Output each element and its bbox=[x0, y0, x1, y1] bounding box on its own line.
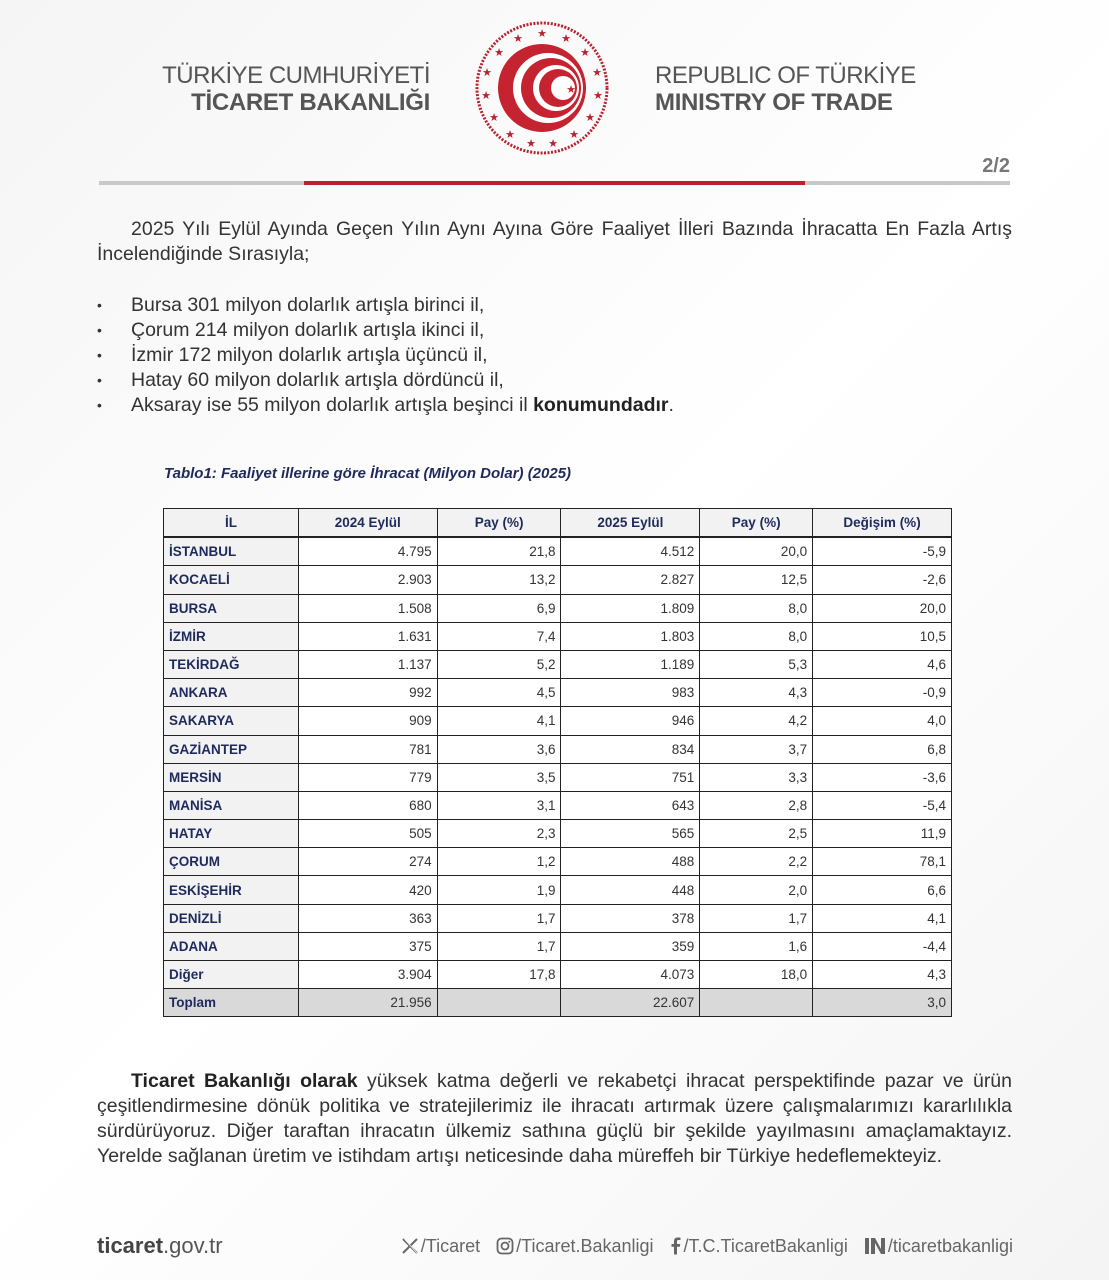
bullet-icon: • bbox=[97, 372, 102, 388]
column-header: Pay (%) bbox=[437, 509, 561, 538]
value-cell: 1,9 bbox=[437, 876, 561, 904]
list-item-tail: . bbox=[668, 394, 674, 416]
table-row bbox=[164, 537, 952, 566]
table-row bbox=[164, 904, 952, 932]
footer bbox=[97, 1232, 1013, 1260]
value-cell: 18,0 bbox=[700, 961, 813, 989]
svg-text:★: ★ bbox=[569, 128, 579, 141]
svg-text:★: ★ bbox=[481, 89, 491, 102]
column-header: 2025 Eylül bbox=[561, 509, 700, 538]
table-row bbox=[164, 594, 952, 622]
value-cell: -0,9 bbox=[813, 679, 952, 707]
value-cell: 378 bbox=[561, 904, 700, 932]
value-cell: 2,5 bbox=[700, 820, 813, 848]
value-cell: 4,1 bbox=[437, 707, 561, 735]
value-cell: 4,2 bbox=[700, 707, 813, 735]
value-cell: 8,0 bbox=[700, 622, 813, 650]
value-cell: 2,2 bbox=[700, 848, 813, 876]
website-link[interactable] bbox=[97, 1233, 223, 1259]
svg-text:★: ★ bbox=[513, 32, 523, 45]
list-item-text: Hatay 60 milyon dolarlık artışla dördüncü il, bbox=[131, 369, 504, 391]
value-cell: 680 bbox=[298, 791, 437, 819]
value-cell: 6,9 bbox=[437, 594, 561, 622]
export-by-province-table bbox=[163, 508, 952, 1017]
province-cell: İZMİR bbox=[164, 622, 299, 650]
table-total-row bbox=[164, 989, 952, 1017]
province-cell: DENİZLİ bbox=[164, 904, 299, 932]
column-header: 2024 Eylül bbox=[298, 509, 437, 538]
value-cell: 8,0 bbox=[700, 594, 813, 622]
closing-text: yüksek katma değerli ve rekabetçi ihracat perspektifinde pazar ve ürün çeşitlendirmesine dönük politika ve stratejilerimiz ile ihracatı artırmak üzere çalışmalarımızı kararlılıkla sürdürüyoruz. Diğer taraftan ihracatın ülkemiz sathına güçlü bir şekilde yayılmasını amaçlamaktayız. Yerelde sağlanan üretim ve istihdam artışı neticesinde daha müreffeh bir Türkiye hedeflemekteyiz. bbox=[97, 1070, 1012, 1167]
value-cell: 20,0 bbox=[700, 537, 813, 566]
province-cell: GAZİANTEP bbox=[164, 735, 299, 763]
svg-text:★: ★ bbox=[561, 32, 571, 45]
list-item-text: Çorum 214 milyon dolarlık artışla ikinci il, bbox=[131, 319, 485, 341]
social-link-x[interactable] bbox=[401, 1236, 480, 1257]
value-cell bbox=[700, 989, 813, 1017]
value-cell: 17,8 bbox=[437, 961, 561, 989]
value-cell: 3,3 bbox=[700, 763, 813, 791]
table-row bbox=[164, 763, 952, 791]
table-row bbox=[164, 848, 952, 876]
ministry-emblem-icon bbox=[474, 20, 610, 156]
x-icon bbox=[401, 1237, 419, 1255]
social-links bbox=[401, 1236, 1013, 1257]
province-cell: TEKİRDAĞ bbox=[164, 650, 299, 678]
intro-paragraph bbox=[97, 217, 1012, 267]
table-row bbox=[164, 820, 952, 848]
value-cell: 992 bbox=[298, 679, 437, 707]
table-header-row bbox=[164, 509, 952, 538]
value-cell: 565 bbox=[561, 820, 700, 848]
list-item-text: Aksaray ise 55 milyon dolarlık artışla beşinci il bbox=[131, 394, 534, 416]
value-cell: 78,1 bbox=[813, 848, 952, 876]
svg-text:★: ★ bbox=[505, 128, 515, 141]
value-cell: 1.508 bbox=[298, 594, 437, 622]
table-row bbox=[164, 650, 952, 678]
list-item-text: Bursa 301 milyon dolarlık artışla birinci il, bbox=[131, 294, 485, 316]
value-cell: 10,5 bbox=[813, 622, 952, 650]
value-cell: 781 bbox=[298, 735, 437, 763]
header-right-title bbox=[655, 62, 916, 116]
value-cell: 4,5 bbox=[437, 679, 561, 707]
value-cell: 5,3 bbox=[700, 650, 813, 678]
column-header: Değişim (%) bbox=[813, 509, 952, 538]
bullet-icon: • bbox=[97, 347, 102, 363]
list-item bbox=[97, 393, 674, 418]
value-cell: 448 bbox=[561, 876, 700, 904]
bullet-icon: • bbox=[97, 297, 102, 313]
value-cell: 2,3 bbox=[437, 820, 561, 848]
website-domain-rest: .gov.tr bbox=[163, 1233, 223, 1258]
value-cell: 4.512 bbox=[561, 537, 700, 566]
value-cell: 363 bbox=[298, 904, 437, 932]
social-link-facebook[interactable] bbox=[670, 1236, 848, 1257]
value-cell: 1,6 bbox=[700, 932, 813, 960]
value-cell: 12,5 bbox=[700, 566, 813, 594]
social-handle: /Ticaret bbox=[420, 1235, 481, 1256]
value-cell: 1.137 bbox=[298, 650, 437, 678]
ministry-label-tr: TİCARET BAKANLIĞI bbox=[191, 89, 430, 116]
value-cell: 3,7 bbox=[700, 735, 813, 763]
svg-text:★: ★ bbox=[548, 137, 558, 150]
social-handle: /T.C.TicaretBakanligi bbox=[683, 1235, 848, 1256]
table-row bbox=[164, 961, 952, 989]
value-cell: 11,9 bbox=[813, 820, 952, 848]
value-cell: 3,6 bbox=[437, 735, 561, 763]
closing-emphasis: Ticaret Bakanlığı olarak bbox=[131, 1070, 358, 1092]
svg-text:★: ★ bbox=[526, 137, 536, 150]
value-cell: 1,7 bbox=[437, 904, 561, 932]
ranking-list bbox=[97, 293, 674, 418]
value-cell: 643 bbox=[561, 791, 700, 819]
value-cell: 4.795 bbox=[298, 537, 437, 566]
value-cell: 909 bbox=[298, 707, 437, 735]
value-cell: 375 bbox=[298, 932, 437, 960]
svg-text:★: ★ bbox=[566, 84, 576, 96]
value-cell: 2.827 bbox=[561, 566, 700, 594]
list-item bbox=[97, 293, 674, 318]
list-item-emphasis: konumundadır bbox=[533, 394, 669, 416]
social-link-nsosyal[interactable] bbox=[864, 1236, 1013, 1257]
instagram-icon bbox=[496, 1237, 514, 1255]
list-item bbox=[97, 368, 674, 393]
website-domain-bold: ticaret bbox=[97, 1233, 164, 1258]
value-cell bbox=[437, 989, 561, 1017]
province-cell: ÇORUM bbox=[164, 848, 299, 876]
svg-text:★: ★ bbox=[593, 89, 603, 102]
value-cell: 4,1 bbox=[813, 904, 952, 932]
value-cell: -3,6 bbox=[813, 763, 952, 791]
province-cell: MANİSA bbox=[164, 791, 299, 819]
value-cell: 1.631 bbox=[298, 622, 437, 650]
province-cell: KOCAELİ bbox=[164, 566, 299, 594]
list-item bbox=[97, 343, 674, 368]
province-cell: ESKİŞEHİR bbox=[164, 876, 299, 904]
value-cell: 7,4 bbox=[437, 622, 561, 650]
province-cell: HATAY bbox=[164, 820, 299, 848]
value-cell: 2,8 bbox=[700, 791, 813, 819]
value-cell: 3,1 bbox=[437, 791, 561, 819]
social-handle: /Ticaret.Bakanligi bbox=[516, 1235, 654, 1256]
province-cell: Diğer bbox=[164, 961, 299, 989]
bullet-icon: • bbox=[97, 322, 102, 338]
value-cell: 488 bbox=[561, 848, 700, 876]
closing-paragraph bbox=[97, 1069, 1012, 1169]
value-cell: -4,4 bbox=[813, 932, 952, 960]
republic-label-en: REPUBLIC OF TÜRKİYE bbox=[655, 62, 916, 89]
facebook-icon bbox=[670, 1237, 682, 1255]
value-cell: -2,6 bbox=[813, 566, 952, 594]
value-cell: 4,3 bbox=[813, 961, 952, 989]
value-cell: 946 bbox=[561, 707, 700, 735]
column-header: Pay (%) bbox=[700, 509, 813, 538]
value-cell: 21.956 bbox=[298, 989, 437, 1017]
header-divider-accent bbox=[304, 181, 805, 185]
table-row bbox=[164, 622, 952, 650]
value-cell: 6,6 bbox=[813, 876, 952, 904]
value-cell: 6,8 bbox=[813, 735, 952, 763]
header-left-title bbox=[140, 62, 430, 116]
value-cell: 1.189 bbox=[561, 650, 700, 678]
value-cell: 1,2 bbox=[437, 848, 561, 876]
list-item-text: İzmir 172 milyon dolarlık artışla üçüncü il, bbox=[131, 344, 488, 366]
value-cell: 1.809 bbox=[561, 594, 700, 622]
value-cell: 22.607 bbox=[561, 989, 700, 1017]
svg-text:★: ★ bbox=[592, 66, 602, 79]
list-item bbox=[97, 318, 674, 343]
province-cell: BURSA bbox=[164, 594, 299, 622]
value-cell: 3,5 bbox=[437, 763, 561, 791]
value-cell: 779 bbox=[298, 763, 437, 791]
value-cell: 1.803 bbox=[561, 622, 700, 650]
social-link-instagram[interactable] bbox=[496, 1236, 653, 1257]
value-cell: 20,0 bbox=[813, 594, 952, 622]
value-cell: 274 bbox=[298, 848, 437, 876]
value-cell: 3.904 bbox=[298, 961, 437, 989]
value-cell: 983 bbox=[561, 679, 700, 707]
svg-text:★: ★ bbox=[489, 111, 499, 124]
value-cell: -5,9 bbox=[813, 537, 952, 566]
province-cell: ANKARA bbox=[164, 679, 299, 707]
value-cell: 1,7 bbox=[437, 932, 561, 960]
value-cell: 359 bbox=[561, 932, 700, 960]
svg-text:★: ★ bbox=[482, 66, 492, 79]
svg-text:★: ★ bbox=[585, 111, 595, 124]
page-number: 2/2 bbox=[982, 155, 1010, 177]
table-caption: Tablo1: Faaliyet illerine göre İhracat (Milyon Dolar) (2025) bbox=[164, 465, 572, 482]
value-cell: 21,8 bbox=[437, 537, 561, 566]
value-cell: 4.073 bbox=[561, 961, 700, 989]
svg-text:★: ★ bbox=[537, 27, 547, 40]
value-cell: 2.903 bbox=[298, 566, 437, 594]
table-row bbox=[164, 566, 952, 594]
value-cell: 13,2 bbox=[437, 566, 561, 594]
republic-label-tr: TÜRKİYE CUMHURİYETİ bbox=[162, 62, 430, 89]
table-row bbox=[164, 735, 952, 763]
value-cell: 4,6 bbox=[813, 650, 952, 678]
value-cell: 420 bbox=[298, 876, 437, 904]
value-cell: -5,4 bbox=[813, 791, 952, 819]
table-row bbox=[164, 791, 952, 819]
table-row bbox=[164, 876, 952, 904]
table-row bbox=[164, 707, 952, 735]
province-cell: ADANA bbox=[164, 932, 299, 960]
value-cell: 505 bbox=[298, 820, 437, 848]
table-row bbox=[164, 679, 952, 707]
svg-text:★: ★ bbox=[580, 46, 590, 59]
svg-text:★: ★ bbox=[494, 46, 504, 59]
ministry-label-en: MINISTRY OF TRADE bbox=[655, 89, 893, 116]
province-cell: Toplam bbox=[164, 989, 299, 1017]
value-cell: 4,3 bbox=[700, 679, 813, 707]
social-handle: /ticaretbakanligi bbox=[887, 1235, 1013, 1256]
table-row bbox=[164, 932, 952, 960]
value-cell: 3,0 bbox=[813, 989, 952, 1017]
nsosyal-icon bbox=[864, 1237, 886, 1255]
value-cell: 4,0 bbox=[813, 707, 952, 735]
value-cell: 834 bbox=[561, 735, 700, 763]
bullet-icon: • bbox=[97, 397, 102, 413]
value-cell: 1,7 bbox=[700, 904, 813, 932]
column-header: İL bbox=[164, 509, 299, 538]
province-cell: İSTANBUL bbox=[164, 537, 299, 566]
value-cell: 5,2 bbox=[437, 650, 561, 678]
value-cell: 2,0 bbox=[700, 876, 813, 904]
province-cell: MERSİN bbox=[164, 763, 299, 791]
province-cell: SAKARYA bbox=[164, 707, 299, 735]
intro-text: 2025 Yılı Eylül Ayında Geçen Yılın Aynı Ayına Göre Faaliyet İlleri Bazında İhracatta En Fazla Artış İncelendiğinde Sırasıyla; bbox=[97, 218, 1012, 265]
table-body bbox=[164, 537, 952, 1017]
value-cell: 751 bbox=[561, 763, 700, 791]
